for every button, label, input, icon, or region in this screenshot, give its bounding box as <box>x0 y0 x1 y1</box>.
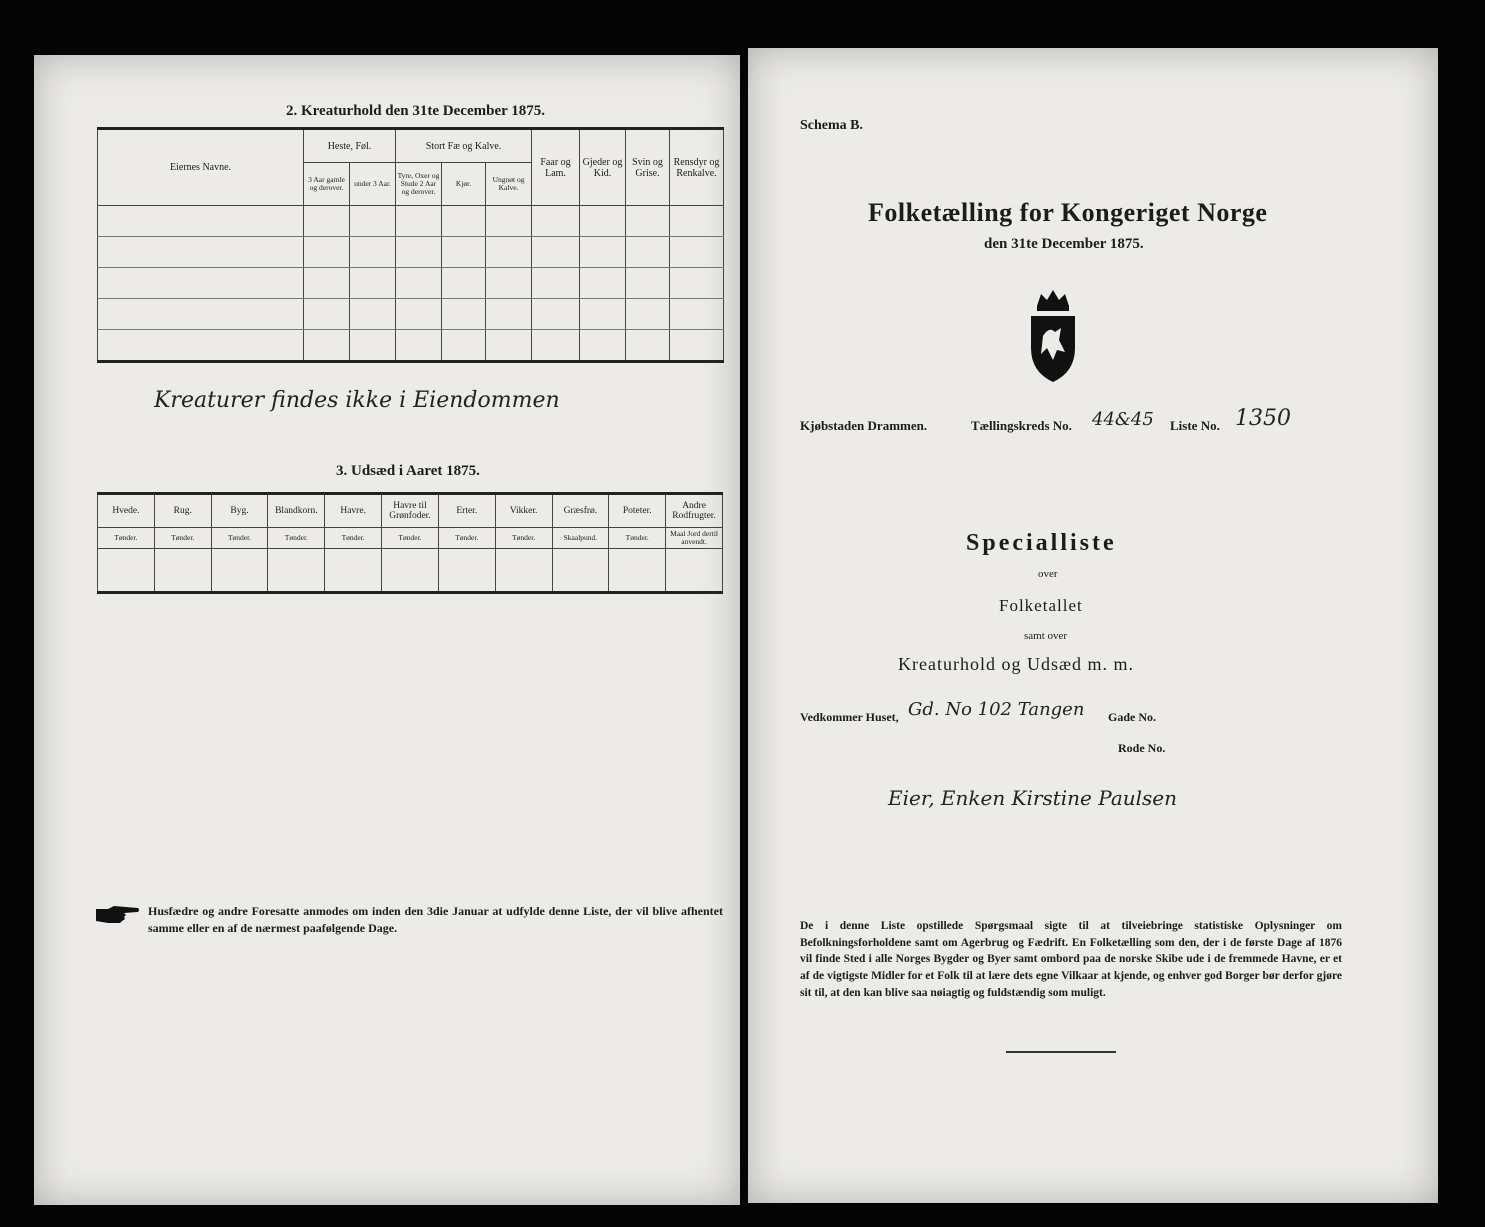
table-row <box>98 237 724 268</box>
schema-label: Schema B. <box>800 118 863 133</box>
rode-label: Rode No. <box>1118 741 1166 755</box>
header-horses: Heste, Føl. <box>304 129 396 163</box>
table-row <box>98 268 724 299</box>
sowing-cell <box>609 549 666 593</box>
section3-title: 3. Udsæd i Aaret 1875. <box>336 463 480 479</box>
header-young-cattle: Ungnøt og Kalve. <box>486 163 532 206</box>
sowing-cell <box>666 549 723 593</box>
sowing-cell <box>211 549 268 593</box>
pointing-hand-icon <box>94 903 140 927</box>
liste-value: 1350 <box>1235 406 1291 431</box>
sowing-cell <box>438 549 495 593</box>
sowing-header: Poteter. <box>609 494 666 528</box>
table-row <box>98 330 724 362</box>
sowing-unit: Tønder. <box>325 528 382 549</box>
header-pigs: Svin og Grise. <box>626 129 670 206</box>
sowing-unit: Maal Jord dertil anvendt. <box>666 528 723 549</box>
over-text-1: over <box>1038 568 1058 580</box>
specialliste-heading: Specialliste <box>966 530 1117 556</box>
sowing-unit: Tønder. <box>211 528 268 549</box>
section2-title: 2. Kreaturhold den 31te December 1875. <box>286 103 545 119</box>
kreds-value: 44&45 <box>1092 409 1154 430</box>
sowing-unit: Tønder. <box>154 528 211 549</box>
sowing-unit: Tønder. <box>609 528 666 549</box>
table-row <box>98 206 724 237</box>
owner-line: Eier, Enken Kirstine Paulsen <box>888 786 1177 810</box>
sowing-unit: Tønder. <box>382 528 439 549</box>
sowing-header: Rug. <box>154 494 211 528</box>
sowing-header: Erter. <box>438 494 495 528</box>
house-value: Gd. No 102 Tangen <box>908 699 1085 720</box>
sowing-unit: Tønder. <box>438 528 495 549</box>
house-label: Vedkommer Huset, <box>800 710 899 724</box>
liste-label: Liste No. <box>1170 418 1220 433</box>
coat-of-arms-icon <box>1025 286 1081 386</box>
sowing-cell <box>552 549 609 593</box>
header-sheep: Faar og Lam. <box>532 129 580 206</box>
gade-label: Gade No. <box>1108 710 1156 724</box>
census-title: Folketælling for Kongeriget Norge <box>868 198 1268 227</box>
samt-over-text: samt over <box>1024 630 1068 642</box>
sowing-header: Hvede. <box>98 494 155 528</box>
sowing-cell <box>98 549 155 593</box>
census-subtitle: den 31te December 1875. <box>984 236 1144 252</box>
sowing-cell <box>154 549 211 593</box>
kreds-label: Tællingskreds No. <box>971 418 1072 433</box>
sowing-unit: Skaalpund. <box>552 528 609 549</box>
livestock-table <box>97 127 724 363</box>
closing-rule <box>1006 1051 1116 1053</box>
header-goats: Gjeder og Kid. <box>580 129 626 206</box>
header-reindeer: Rensdyr og Renkalve. <box>670 129 724 206</box>
sowing-cell <box>325 549 382 593</box>
handwritten-note: Kreaturer findes ikke i Eiendommen <box>154 388 560 413</box>
left-notice: Husfædre og andre Foresatte anmodes om inden den 3die Januar at udfylde denne Liste, der vil blive afhentet samme eller en af de nærmest paafølgende Dage. <box>148 904 723 936</box>
sowing-table <box>97 492 723 594</box>
header-cattle: Stort Fæ og Kalve. <box>396 129 532 163</box>
sowing-header: Græsfrø. <box>552 494 609 528</box>
header-horses-under3: under 3 Aar. <box>350 163 396 206</box>
left-page <box>34 55 740 1205</box>
header-horses-3plus: 3 Aar gamle og derover. <box>304 163 350 206</box>
sowing-cell <box>268 549 325 593</box>
header-bulls: Tyre, Oxer og Stude 2 Aar og derover. <box>396 163 442 206</box>
header-owner-names: Eiernes Navne. <box>98 129 304 206</box>
sowing-cell <box>495 549 552 593</box>
sowing-header: Havre til Grønfoder. <box>382 494 439 528</box>
sowing-unit: Tønder. <box>98 528 155 549</box>
sowing-unit: Tønder. <box>268 528 325 549</box>
right-page <box>748 48 1438 1203</box>
kreaturhold-heading: Kreaturhold og Udsæd m. m. <box>898 654 1134 674</box>
sowing-unit: Tønder. <box>495 528 552 549</box>
sowing-header: Havre. <box>325 494 382 528</box>
table-row <box>98 299 724 330</box>
header-cows: Kjør. <box>442 163 486 206</box>
sowing-header: Vikker. <box>495 494 552 528</box>
folketallet-heading: Folketallet <box>999 596 1083 615</box>
sowing-cell <box>382 549 439 593</box>
city-label: Kjøbstaden Drammen. <box>800 418 928 433</box>
right-notice: De i denne Liste opstillede Spørgsmaal sigte til at tilveiebringe statistiske Oplysninger om Befolkningsforholdene samt om Agerbrug og Fædrift. En Folketælling som den, der i de første Dage af 1876 vil finde Sted i alle Norges Bygder og Byer samt ombord paa de norske Skibe ude i de fremmede Havne, er et af de vigtigste Midler for et Folk til at lære dets egne Vilkaar at kjende, og enhver god Borger bør derfor gjøre sit til, at den kan blive saa nøiagtig og fuldstændig som muligt. <box>800 920 1342 999</box>
sowing-header: Byg. <box>211 494 268 528</box>
sowing-header: Andre Rodfrugter. <box>666 494 723 528</box>
sowing-header: Blandkorn. <box>268 494 325 528</box>
